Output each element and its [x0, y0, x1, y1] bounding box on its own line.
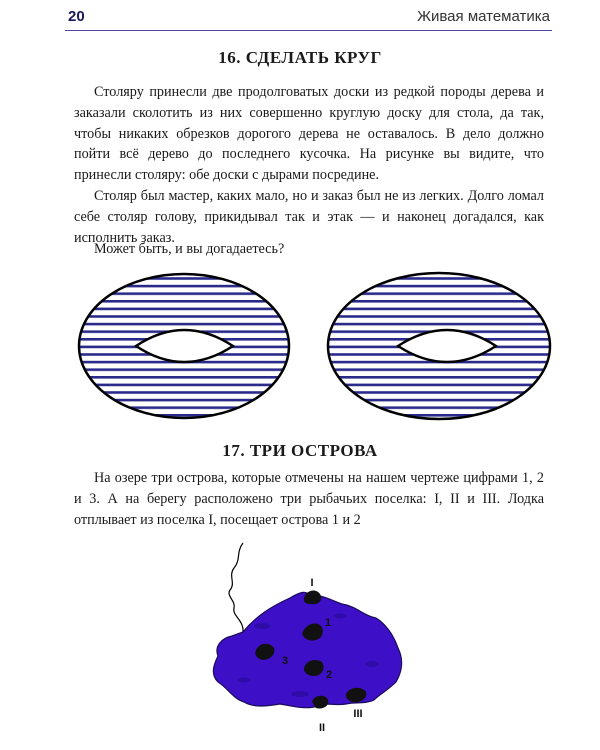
- board-left: [79, 274, 289, 418]
- island-label-3: 3: [281, 655, 289, 667]
- board-right: [328, 273, 550, 419]
- section-16-title: 16. СДЕЛАТЬ КРУГ: [218, 48, 382, 67]
- village-label-3: III: [353, 708, 363, 720]
- section-17-title: 17. ТРИ ОСТРОВА: [222, 441, 378, 460]
- section-17-paragraph-1: На озере три острова, которые отмечены на нашем чертеже цифрами 1, 2 и 3. А на берегу расположено три рыбачьих поселка: I, II и III. Лодка отплывает из поселка I, посещает острова 1 и 2: [74, 470, 544, 528]
- section-16-paragraph-2: Столяр был мастер, каких мало, но и заказ был не из легких. Долго ломал себе столяр голову, прикидывал так и этак — и наконец догадался, как исполнить заказ.: [74, 188, 544, 246]
- boards-figure: [0, 262, 600, 432]
- lake-map: [0, 538, 600, 748]
- section-16-paragraph-1: Столяру принесли две продолговатых доски из редкой породы дерева и заказали сколотить из них совершенно круглую доску для стола, да так, чтобы никаких обрезков дорогого дерева не оставалось. В дело должно пойти всё дерево до последнего кусочка. На рисунке вы видите, что принесли столяру: обе доски с дырами посредине.: [74, 84, 544, 184]
- section-16-paragraph-3: Может быть, и вы догадаетесь?: [94, 241, 285, 257]
- page-number: 20: [68, 8, 85, 25]
- header-rule: [65, 30, 552, 31]
- running-title: Живая математика: [417, 8, 550, 25]
- village-label-2: II: [318, 722, 326, 734]
- island-label-2: 2: [325, 669, 333, 681]
- island-label-1: 1: [324, 617, 332, 629]
- shoreline: [229, 543, 243, 632]
- village-label-1: I: [310, 577, 314, 589]
- lake: [213, 592, 401, 707]
